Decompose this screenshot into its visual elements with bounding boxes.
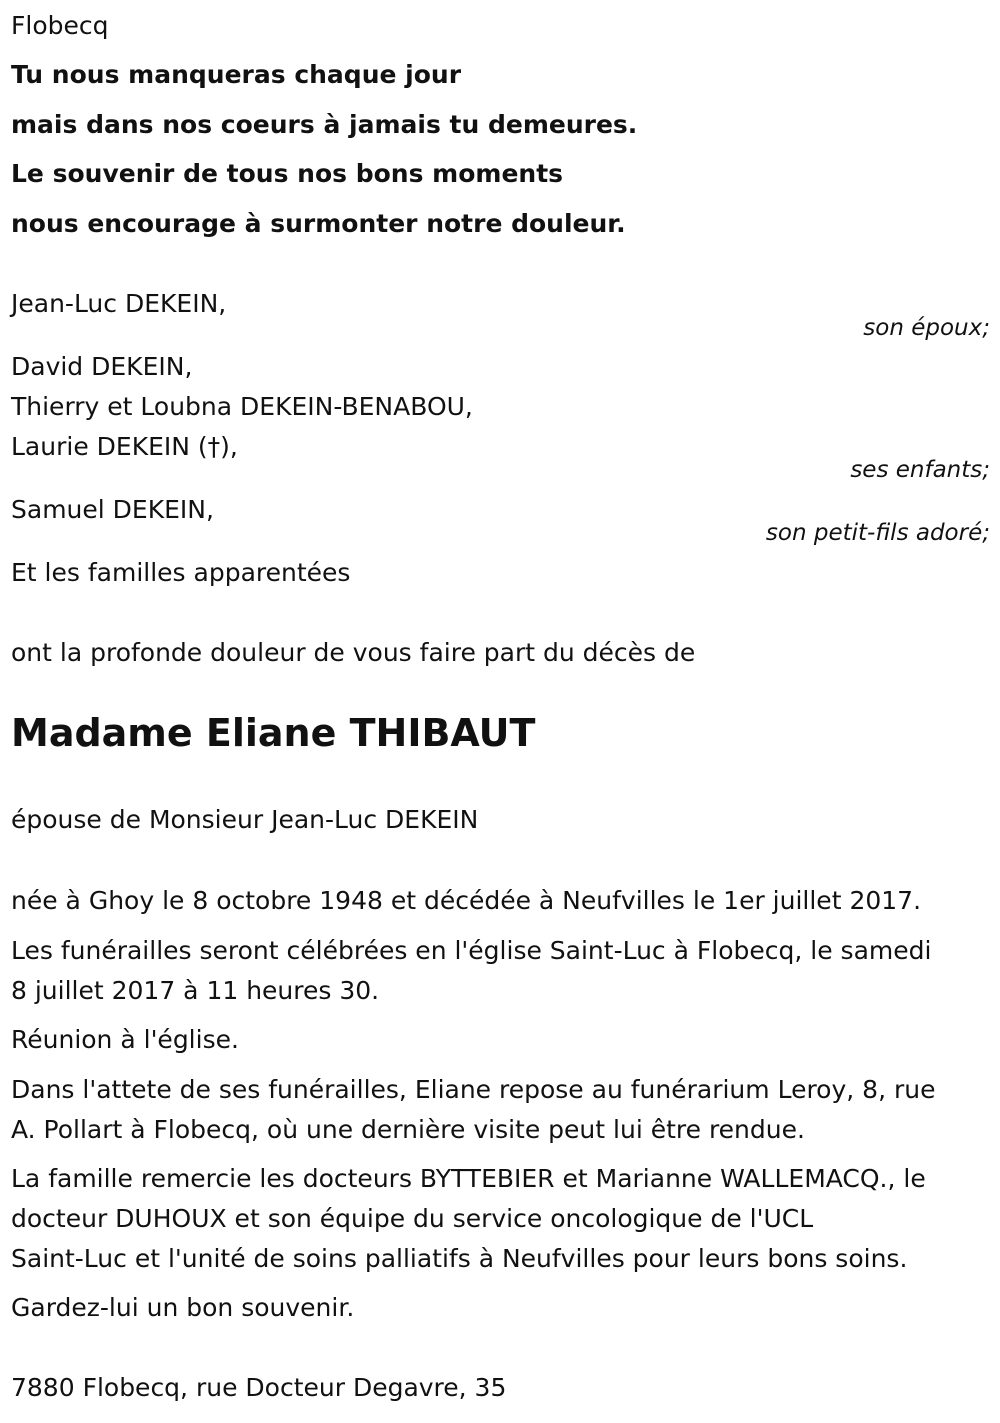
poem-line-1: Tu nous manqueras chaque jour — [11, 60, 462, 89]
child-3: Laurie DEKEIN (†), — [11, 432, 238, 461]
poem-line-4: nous encourage à surmonter notre douleur. — [11, 209, 626, 238]
poem-line-3: Le souvenir de tous nos bons moments — [11, 159, 564, 188]
meeting-line: Réunion à l'église. — [11, 1025, 239, 1054]
address-line: 7880 Flobecq, rue Docteur Degavre, 35 — [11, 1373, 507, 1402]
rest-line-1: Dans l'attete de ses funérailles, Eliane repose au funérarium Leroy, 8, rue — [11, 1075, 936, 1104]
rest-line-2: A. Pollart à Flobecq, où une dernière visite peut lui être rendue. — [11, 1115, 805, 1144]
grandson-role: son petit-fils adoré; — [765, 520, 990, 546]
grandson-name: Samuel DEKEIN, — [11, 495, 214, 524]
thanks-line-2: docteur DUHOUX et son équipe du service oncologique de l'UCL — [11, 1204, 814, 1233]
funeral-line-1: Les funérailles seront célébrées en l'église Saint-Luc à Flobecq, le samedi — [11, 936, 932, 965]
birth-death-line: née à Ghoy le 8 octobre 1948 et décédée à Neufvilles le 1er juillet 2017. — [11, 886, 922, 915]
closing-line: Gardez-lui un bon souvenir. — [11, 1293, 355, 1322]
thanks-line-1: La famille remercie les docteurs BYTTEBIER et Marianne WALLEMACQ., le — [11, 1164, 926, 1193]
spouse-name: Jean-Luc DEKEIN, — [11, 289, 227, 318]
spouse-role: son époux; — [863, 315, 990, 341]
child-2: Thierry et Loubna DEKEIN-BENABOU, — [11, 392, 473, 421]
location-header: Flobecq — [11, 11, 109, 40]
deceased-name: Madame Eliane THIBAUT — [11, 711, 536, 755]
child-1: David DEKEIN, — [11, 352, 193, 381]
thanks-line-3: Saint-Luc et l'unité de soins palliatifs à Neufvilles pour leurs bons soins. — [11, 1244, 908, 1273]
announcement-intro: ont la profonde douleur de vous faire part du décès de — [11, 638, 696, 667]
funeral-line-2: 8 juillet 2017 à 11 heures 30. — [11, 976, 380, 1005]
poem-line-2: mais dans nos coeurs à jamais tu demeures. — [11, 110, 638, 139]
children-role: ses enfants; — [850, 457, 990, 483]
relatives-line: Et les familles apparentées — [11, 558, 351, 587]
spouse-of-line: épouse de Monsieur Jean-Luc DEKEIN — [11, 805, 479, 834]
